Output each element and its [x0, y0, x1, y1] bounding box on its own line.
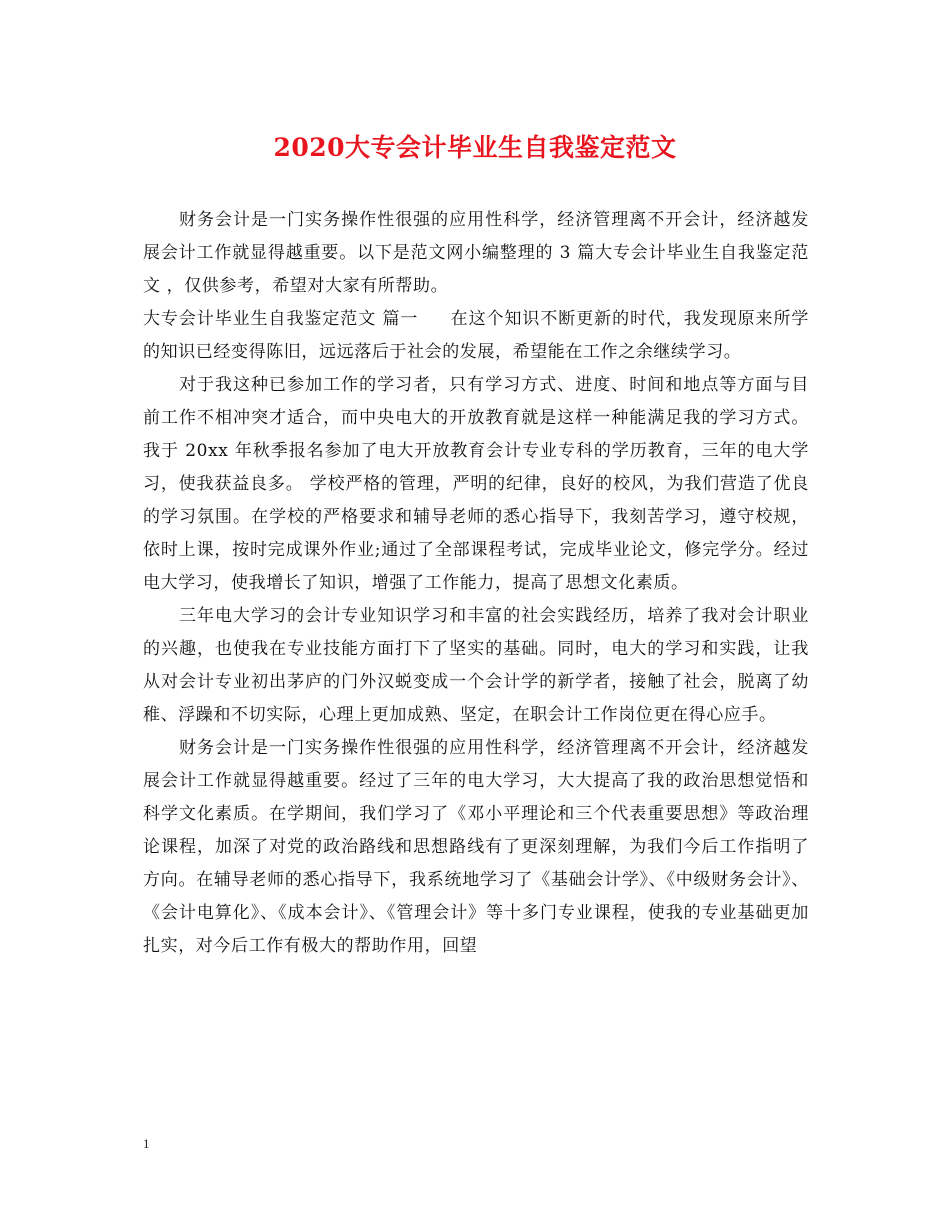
body-paragraph-2: 三年电大学习的会计专业知识学习和丰富的社会实践经历，培养了我对会计职业的兴趣，也使我在专业技能方面打下了坚实的基础。同时，电大的学习和实践，让我从对会计专业初出茅庐的门外汉蜕变成一个会计学的新学者，接触了社会，脱离了幼稚、浮躁和不切实际，心理上更加成熟、坚定，在职会计工作岗位更在得心应手。: [143, 606, 809, 725]
section-heading: 大专会计毕业生自我鉴定范文 篇一: [143, 309, 419, 329]
body-paragraph-3: 财务会计是一门实务操作性很强的应用性科学，经济管理离不开会计，经济越发展会计工作就显得越重要。经过了三年的电大学习，大大提高了我的政治思想觉悟和科学文化素质。在学期间，我们学习了《邓小平理论和三个代表重要思想》等政治理论课程，加深了对党的政治路线和思想路线有了更深刻理解，为我们今后工作指明了方向。在辅导老师的悉心指导下，我系统地学习了《基础会计学》、《中级财务会计》、《会计电算化》、《成本会计》、《管理会计》等十多门专业课程，使我的专业基础更加扎实，对今后工作有极大的帮助作用，回望: [143, 738, 809, 956]
intro-paragraph: 财务会计是一门实务操作性很强的应用性科学，经济管理离不开会计，经济越发展会计工作就显得越重要。以下是范文网小编整理的 3 篇大专会计毕业生自我鉴定范文 ，仅供参考，希望对大家有所帮助。: [143, 210, 809, 296]
body-paragraph-1: 对于我这种已参加工作的学习者，只有学习方式、进度、时间和地点等方面与目前工作不相冲突才适合，而中央电大的开放教育就是这样一种能满足我的学习方式。我于 20xx 年秋季报名参加了电大开放教育会计专业专科的学历教育，三年的电大学习，使我获益良多。 学校严格的管理，严明的纪律，良好的校风，为我们营造了优良的学习氛围。在学校的严格要求和辅导老师的悉心指导下，我刻苦学习，遵守校规，依时上课，按时完成课外作业;通过了全部课程考试，完成毕业论文，修完学分。经过电大学习，使我增长了知识，增强了工作能力，提高了思想文化素质。: [143, 375, 809, 593]
document-title: 2020大专会计毕业生自我鉴定范文: [273, 133, 677, 162]
page-number: 1: [143, 1136, 150, 1151]
section-paragraph: [143, 303, 809, 369]
section-first-text: 在这个知识不断更新的时代，我发现原来所学的知识已经变得陈旧，远远落后于社会的发展，希望能在工作之余继续学习。: [143, 309, 810, 362]
document-body: [143, 204, 809, 963]
